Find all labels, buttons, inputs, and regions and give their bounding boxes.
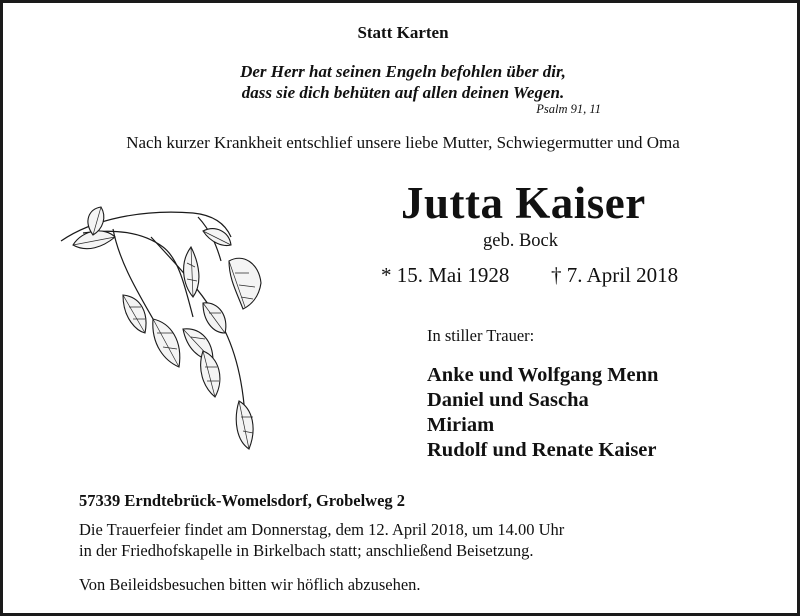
death-date: † 7. April 2018 (551, 263, 679, 287)
maiden-name: geb. Bock (483, 231, 559, 251)
deceased-name: Jutta Kaiser (401, 178, 646, 228)
mourner-name: Miriam (427, 414, 495, 436)
bible-verse-line-2: dass sie dich behüten auf allen deinen Wegen. (241, 83, 565, 102)
mourners-list (427, 363, 658, 463)
ceremony-info-line-2: in der Friedhofskapelle in Birkelbach statt; anschließend Beisetzung. (79, 541, 534, 560)
mourner-name: Daniel und Sascha (427, 389, 589, 411)
bible-verse-line-1: Der Herr hat seinen Engeln befohlen über dir, (240, 62, 566, 81)
heading-statt-karten: Statt Karten (357, 23, 449, 42)
ceremony-info-line-1: Die Trauerfeier findet am Donnerstag, dem 12. April 2018, um 14.00 Uhr (79, 520, 565, 539)
intro-text: Nach kurzer Krankheit entschlief unsere liebe Mutter, Schwiegermutter und Oma (126, 133, 680, 152)
birch-branch-icon (53, 201, 283, 473)
mourner-name: Anke und Wolfgang Menn (427, 364, 659, 386)
birth-date: * 15. Mai 1928 (381, 263, 510, 287)
condolence-note: Von Beileidsbesuchen bitten wir höflich abzusehen. (79, 575, 421, 594)
bible-verse-source: Psalm 91, 11 (536, 102, 601, 116)
mourning-label: In stiller Trauer: (427, 326, 535, 345)
mourner-name: Rudolf und Renate Kaiser (427, 439, 657, 461)
family-address: 57339 Erndtebrück-Womelsdorf, Grobelweg 2 (79, 491, 406, 510)
